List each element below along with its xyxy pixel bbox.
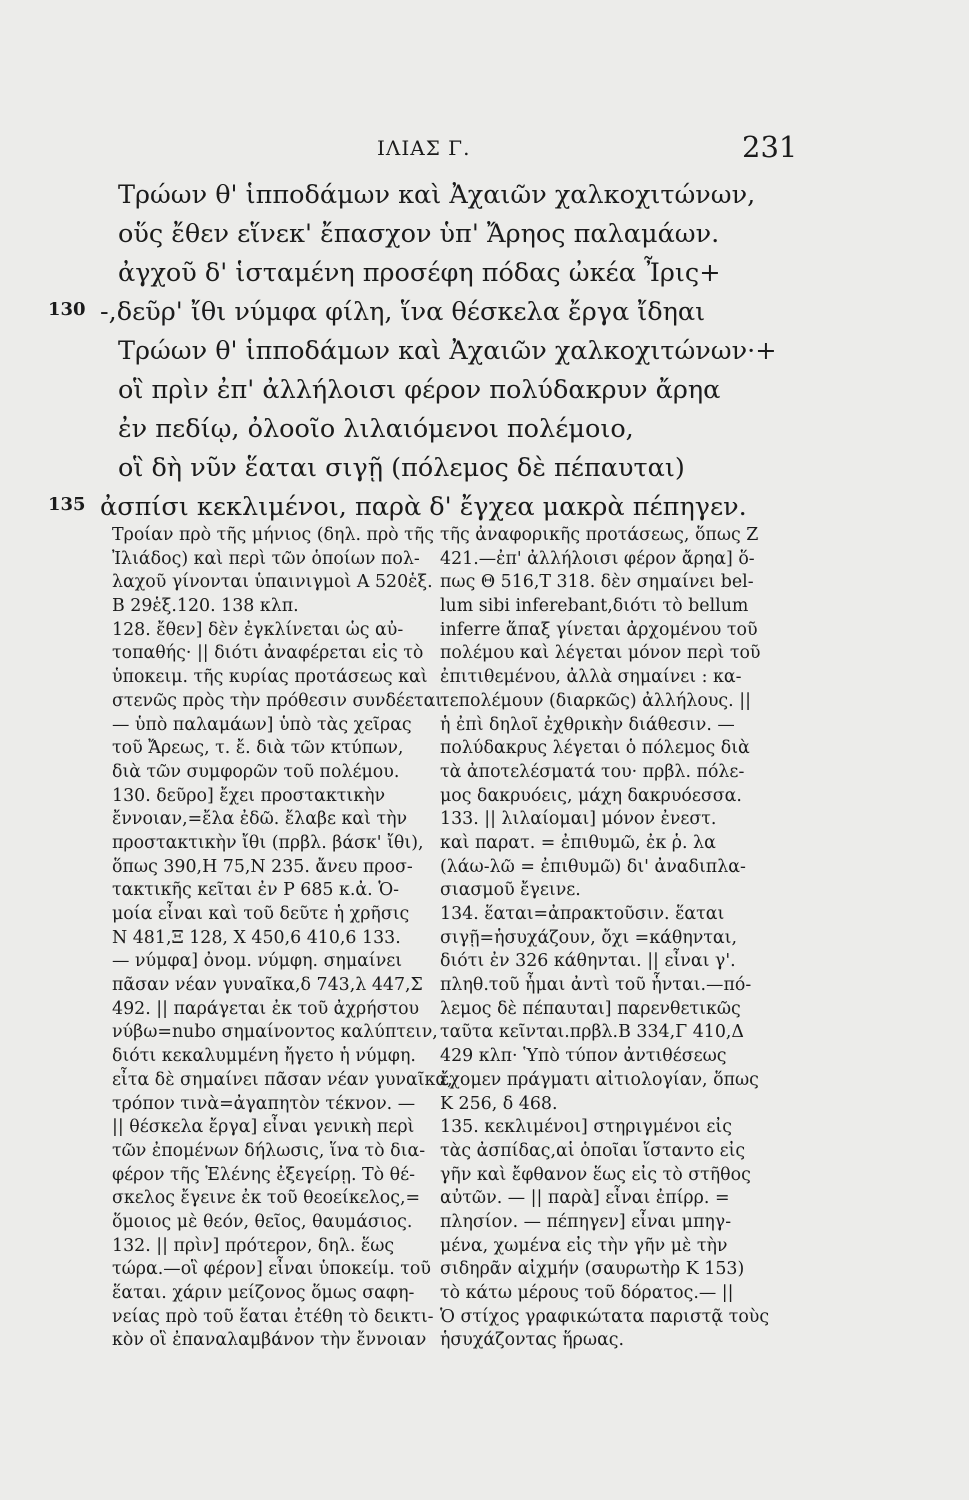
commentary-line: γῆν καὶ ἔφθανον ἕως εἰς τὸ στῆθος	[440, 1164, 751, 1185]
commentary-line: Β 29ἑξ.120. 138 κλπ.	[112, 596, 299, 617]
commentary-line: διότι κεκαλυμμένη ἤγετο ἡ νύμφη.	[112, 1046, 416, 1067]
commentary-line: προστακτικὴν ἴθι (πρβλ. βάσκ' ἴθι),	[112, 832, 424, 853]
commentary-line: ἔχομεν πράγματι αἰτιολογίαν, ὅπως	[440, 1069, 759, 1090]
commentary-line: νύβω=nubo σημαίνοντος καλύπτειν,	[112, 1022, 438, 1043]
commentary-line: 130. δεῦρο] ἔχει προστακτικὴν	[112, 785, 386, 806]
commentary-line: lum sibi inferebant,διότι τὸ bellum	[440, 596, 749, 617]
commentary-line: τρόπον τινὰ=ἀγαπητὸν τέκνον. —	[112, 1093, 416, 1114]
commentary-line: Κ 256, δ 468.	[440, 1093, 558, 1114]
verse-text: ἐν πεδίῳ, ὀλοοῖο λιλαιόμενοι πολέμοιο,	[118, 414, 634, 444]
commentary-line: τὰς ἀσπίδας,αἱ ὁποῖαι ἵσταντο εἰς	[440, 1140, 746, 1161]
commentary-line: πᾶσαν νέαν γυναῖκα,δ 743,λ 447,Σ	[112, 975, 423, 996]
commentary-line: ἡ ἐπὶ δηλοῖ ἐχθρικὴν διάθεσιν. —	[440, 714, 735, 735]
commentary-line: σιδηρᾶν αἰχμήν (σαυρωτὴρ Κ 153)	[440, 1259, 745, 1280]
verse-text: οἳ δὴ νῦν ἕαται σιγῇ (πόλεμος δὲ πέπαυται)	[118, 453, 685, 483]
commentary-line: εἶτα δὲ σημαίνει πᾶσαν νέαν γυναῖκα,	[112, 1069, 453, 1090]
verse-number: 135	[48, 494, 86, 515]
running-title: ΙΛΙΑΣ Γ.	[377, 136, 471, 160]
verse-line	[0, 410, 969, 449]
commentary-line: inferre ἅπαξ γίνεται ἀρχομένου τοῦ	[440, 619, 758, 640]
commentary-line: — νύμφα] ὀνομ. νύμφη. σημαίνει	[112, 951, 403, 972]
verse-line	[0, 488, 969, 527]
commentary-line: τῶν ἐπομένων δήλωσις, ἵνα τὸ δια-	[112, 1140, 426, 1161]
commentary-line: νείας πρὸ τοῦ ἕαται ἐτέθη τὸ δεικτι-	[112, 1306, 434, 1327]
commentary-line: Ἰλιάδος) καὶ περὶ τῶν ὁποίων πολ-	[112, 548, 420, 569]
verse-line	[0, 332, 969, 371]
verse-line	[0, 215, 969, 254]
commentary-line: 133. || λιλαίομαι] μόνον ἐνεστ.	[440, 809, 717, 830]
commentary-line: πως Θ 516,Τ 318. δὲν σημαίνει bel-	[440, 572, 754, 593]
commentary-line: τοῦ Ἄρεως, τ. ἔ. διὰ τῶν κτύπων,	[112, 738, 404, 759]
commentary-line: λεμος δὲ πέπαυται] παρενθετικῶς	[440, 998, 741, 1019]
verse-line	[0, 371, 969, 410]
commentary-line: ἕαται. χάριν μείζονος ὅμως σαφη-	[112, 1283, 415, 1303]
verse-line	[0, 449, 969, 488]
commentary-right-column	[440, 524, 780, 1353]
verse-text: Τρώων θ' ἱπποδάμων καὶ Ἀχαιῶν χαλκοχιτώνων,	[118, 180, 756, 210]
commentary-line: 421.—ἐπ' ἀλλήλοισι φέρον ἄρηα] ὅ-	[440, 548, 755, 569]
commentary-line: 135. κεκλιμένοι] στηριγμένοι εἰς	[440, 1117, 732, 1138]
commentary-line: τώρα.—οἳ φέρον] εἶναι ὑποκείμ. τοῦ	[112, 1259, 431, 1280]
commentary-line: μοία εἶναι καὶ τοῦ δεῦτε ἡ χρῆσις	[112, 904, 410, 924]
commentary-line: μένα, χωμένα εἰς τὴν γῆν μὲ τὴν	[440, 1235, 728, 1256]
commentary-line: 132. || πρὶν] πρότερον, δηλ. ἕως	[112, 1235, 395, 1256]
commentary-line: σιασμοῦ ἔγεινε.	[440, 880, 581, 901]
commentary-line: Ν 481,Ξ 128, Χ 450,6 410,6 133.	[112, 927, 401, 948]
commentary-line: τοπαθής· || διότι ἀναφέρεται εἰς τὸ	[112, 643, 424, 664]
commentary-line: Τροίαν πρὸ τῆς μήνιος (δηλ. πρὸ τῆς	[112, 525, 434, 545]
commentary-line: ὅμοιος μὲ θεόν, θεῖος, θαυμάσιος.	[112, 1211, 413, 1232]
commentary-line: Ὁ στίχος γραφικώτατα παριστᾷ τοὺς	[440, 1306, 770, 1327]
verse-text: οὕς ἔθεν εἵνεκ' ἔπασχον ὑπ' Ἄρηος παλαμάων.	[118, 219, 720, 249]
verse-text: ἀσπίσι κεκλιμένοι, παρὰ δ' ἔγχεα μακρὰ πέπηγεν.	[100, 492, 747, 522]
commentary-line: ὑποκειμ. τῆς κυρίας προτάσεως καὶ	[112, 667, 428, 688]
commentary-line: 492. || παράγεται ἐκ τοῦ ἀχρήστου	[112, 998, 420, 1019]
commentary-line: (λάω-λῶ = ἐπιθυμῶ) δι' ἀναδιπλα-	[440, 856, 746, 877]
verse-text: οἳ πρὶν ἐπ' ἀλλήλοισι φέρον πολύδακρυν ἄρηα	[118, 375, 721, 405]
commentary-line: τῆς ἀναφορικῆς προτάσεως, ὅπως Ζ	[440, 525, 759, 545]
commentary-line: τὸ κάτω μέρους τοῦ δόρατος.— ||	[440, 1283, 734, 1303]
verse-text: ἀγχοῦ δ' ἱσταμένη προσέφη πόδας ὠκέα Ἶρις+	[118, 258, 721, 288]
commentary-line: ἡσυχάζοντας ἥρωας.	[440, 1330, 625, 1351]
commentary-line: καὶ παρατ. = ἐπιθυμῶ, ἐκ ῥ. λα	[440, 832, 716, 853]
commentary-line: 128. ἔθεν] δὲν ἐγκλίνεται ὡς αὐ-	[112, 619, 404, 640]
commentary-line: κὸν οἳ ἐπαναλαμβάνον τὴν ἔννοιαν	[112, 1330, 427, 1351]
commentary-line: λαχοῦ γίνονται ὑπαινιγμοὶ Α 520ἑξ.	[112, 572, 433, 593]
verse-text: -,δεῦρ' ἴθι νύμφα φίλη, ἵνα θέσκελα ἔργα ἴδηαι	[100, 297, 706, 327]
verse-block	[0, 176, 969, 527]
commentary-line: σκελος ἔγεινε ἐκ τοῦ θεοείκελος,=	[112, 1188, 421, 1209]
commentary-line: ἔννοιαν,=ἔλα ἐδῶ. ἔλαβε καὶ τὴν	[112, 809, 408, 830]
page-number: 231	[742, 130, 798, 164]
commentary-line: τακτικῆς κεῖται ἐν Ρ 685 κ.ἀ. Ὁ-	[112, 880, 400, 901]
commentary-line: αὐτῶν. — || παρὰ] εἶναι ἐπίρρ. =	[440, 1188, 730, 1209]
commentary-line: φέρον τῆς Ἑλένης ἐξεγείρῃ. Τὸ θέ-	[112, 1164, 416, 1185]
commentary-line: πλησίον. — πέπηγεν] εἶναι μπηγ-	[440, 1211, 732, 1232]
commentary-line: τὰ ἀποτελέσματά του· πρβλ. πόλε-	[440, 761, 745, 782]
verse-line	[0, 293, 969, 332]
commentary-line: διότι ἐν 326 κάθηνται. || εἶναι γ'.	[440, 951, 736, 972]
commentary-line: μος δακρυόεις, μάχη δακρυόεσσα.	[440, 785, 742, 806]
verse-text: Τρώων θ' ἱπποδάμων καὶ Ἀχαιῶν χαλκοχιτώνων·+	[118, 336, 777, 366]
running-head	[0, 128, 969, 168]
commentary-line: διὰ τῶν συμφορῶν τοῦ πολέμου.	[112, 761, 400, 782]
verse-line	[0, 254, 969, 293]
commentary-line: πληθ.τοῦ ἧμαι ἀντὶ τοῦ ἧνται.—πό-	[440, 975, 752, 996]
commentary-line: σιγῇ=ἡσυχάζουν, ὄχι =κάθηνται,	[440, 927, 738, 948]
commentary-line: — ὑπὸ παλαμάων] ὑπὸ τὰς χεῖρας	[112, 714, 412, 735]
commentary-line: || θέσκελα ἔργα] εἶναι γενικὴ περὶ	[112, 1117, 415, 1138]
commentary-line: πολύδακρυς λέγεται ὁ πόλεμος διὰ	[440, 738, 750, 759]
commentary-line: ὅπως 390,Η 75,Ν 235. ἄνευ προσ-	[112, 856, 413, 877]
verse-line	[0, 176, 969, 215]
commentary-line: ἐπιτιθεμένου, ἀλλὰ σημαίνει : κα-	[440, 667, 742, 688]
verse-number: 130	[48, 299, 86, 320]
commentary-line: ταῦτα κεῖνται.πρβλ.Β 334,Γ 410,Δ	[440, 1022, 744, 1043]
commentary-left-column	[112, 524, 453, 1353]
commentary-line: 134. ἕαται=ἀπρακτοῦσιν. ἕαται	[440, 904, 725, 924]
commentary-line: 429 κλπ· Ὑπὸ τύπον ἀντιθέσεως	[440, 1046, 727, 1067]
commentary-line: πολέμου καὶ λέγεται μόνον περὶ τοῦ	[440, 643, 761, 664]
commentary-line: τεπολέμουν (διαρκῶς) ἀλλήλους. ||	[440, 690, 751, 711]
commentary-line: στενῶς πρὸς τὴν πρόθεσιν συνδέεται.	[112, 690, 448, 711]
